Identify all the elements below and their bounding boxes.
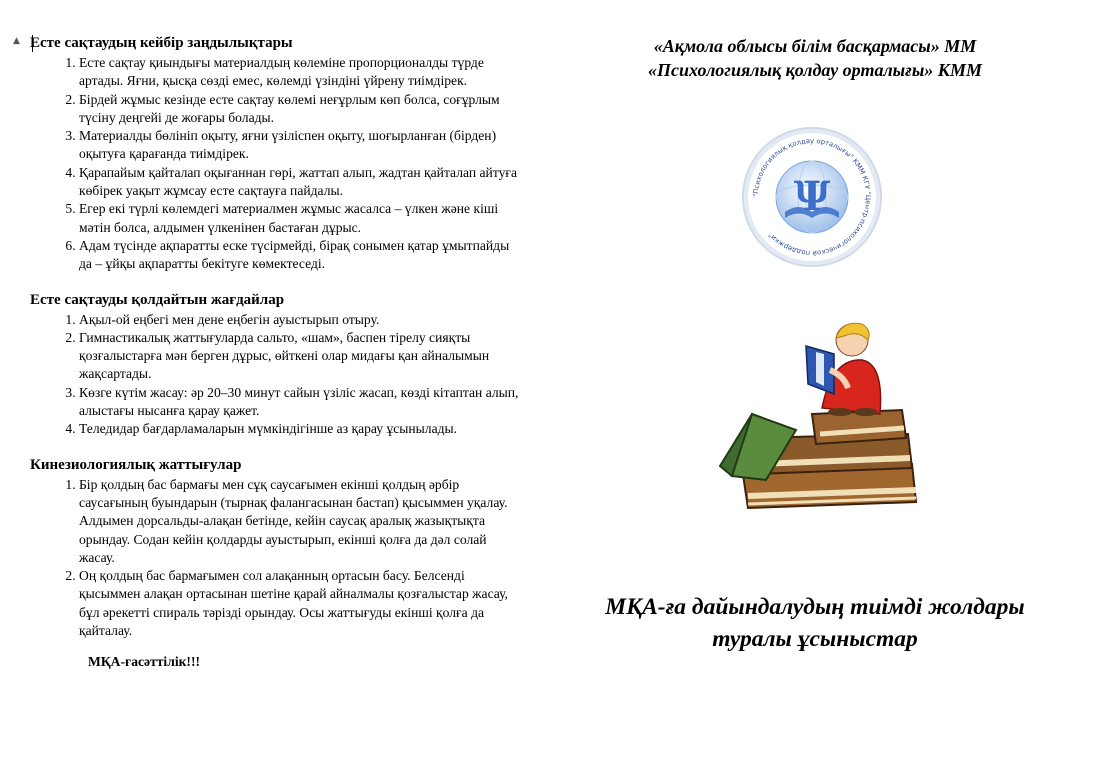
brochure-title (555, 591, 1075, 655)
section-title: Есте сақтаудың кейбір заңдылықтары (30, 35, 293, 51)
list-item: 3. Көзге күтім жасау: әр 20–30 минут сайын үзіліс жасап, көзді кітаптан алып, алыстағы нысанға қарау қажет. (79, 384, 520, 421)
organization-header (555, 34, 1075, 82)
left-column (30, 34, 520, 670)
numbered-list (30, 54, 520, 274)
list-item: 1. Ақыл-ой еңбегі мен дене еңбегін ауыстырып отыру. (79, 311, 520, 329)
org-line-2: «Психологиялық қолдау орталығы» КММ (647, 60, 983, 80)
title-line-2: туралы ұсыныстар (712, 626, 918, 652)
section-kinesiology (30, 456, 520, 641)
reading-child-illustration (712, 318, 924, 522)
list-item: 3. Материалды бөлініп оқыту, яғни үзіліспен оқыту, шоғырланған (бірден) оқытуға қарағанда тиімдірек. (79, 127, 520, 164)
center-logo (741, 126, 883, 268)
logo-emblem-icon (741, 126, 883, 268)
section-memory-laws (30, 34, 520, 274)
numbered-list (30, 476, 520, 641)
list-item: 1. Есте сақтау қиындығы материалдың көлеміне пропорционалды түрде артады. Яғни, қысқа сөзді емес, көлемді үзіндіні үйрену тиімдірек. (79, 54, 520, 91)
section-memory-support (30, 291, 520, 439)
psi-symbol: Ψ (793, 173, 831, 220)
closing-wish: МҚА-ғасәттілік!!! (88, 654, 201, 670)
org-line-1: «Ақмола облысы білім басқармасы» ММ (653, 36, 977, 56)
books-illustration-icon (712, 318, 924, 522)
list-item: 4. Қарапайым қайталап оқығаннан гөрі, жаттап алып, жадтан қайталап айтуға көбірек уақыт жұмсау есте сақтауға пайдалы. (79, 164, 520, 201)
list-item: 2. Гимнастикалық жаттығуларда сальто, «шам», баспен тірелу сияқты қозғалыстарға мән берген дұрыс, өйткені олар мидағы қан айналымын жақсартады. (79, 329, 520, 384)
logo-ring-text: "Психологиялық қолдау орталығы" КММ КГУ "Центр психологической поддержки" (751, 136, 873, 258)
list-item: 2. Оң қолдың бас бармағымен сол алақанның ортасын басу. Белсенді қысыммен алақан ортасынан шетіне қарай айналмалы қозғалыстар жасау, бұл әрекетті спираль тәрізді орындау. Осы жаттығуды екінші қолға да қайталау. (79, 567, 520, 640)
list-item: 2. Бірдей жұмыс кезінде есте сақтау көлемі неғұрлым көп болса, соғұрлым түсіну деңгейі де жоғары болады. (79, 91, 520, 128)
right-column (555, 34, 1075, 82)
list-item: 6. Адам түсінде ақпаратты еске түсірмейді, бірақ сонымен қатар ұмытпайды да – ұйқы ақпаратты бекітуге көмектеседі. (79, 237, 520, 274)
anchor-marker-icon: ▲ (13, 36, 20, 46)
list-item: 4. Теледидар бағдарламаларын мүмкіндігінше аз қарау ұсынылады. (79, 420, 520, 438)
list-item: 1. Бір қолдың бас бармағы мен сұқ саусағымен екінші қолдың әрбір саусағының буындарын (тырнақ фалангасынан бастап) қысыммен уқалау. Алдымен дорсальды-алақан бетінде, кейін саусақ аралық жазықтықта орындау. Содан кейін қолдарды ауыстырып, екінші қолға да дәл солай жасау. (79, 476, 520, 567)
section-title: Есте сақтауды қолдайтын жағдайлар (30, 291, 285, 308)
title-line-1: МҚА-ға дайындалудың тиімді жолдары (605, 594, 1025, 620)
list-item: 5. Егер екі түрлі көлемдегі материалмен жұмыс жасалса – үлкен және кіші мәтін болса, алдымен үлкенінен бастаған дұрыс. (79, 200, 520, 237)
numbered-list (30, 311, 520, 439)
section-title: Кинезиологиялық жаттығулар (30, 456, 242, 473)
